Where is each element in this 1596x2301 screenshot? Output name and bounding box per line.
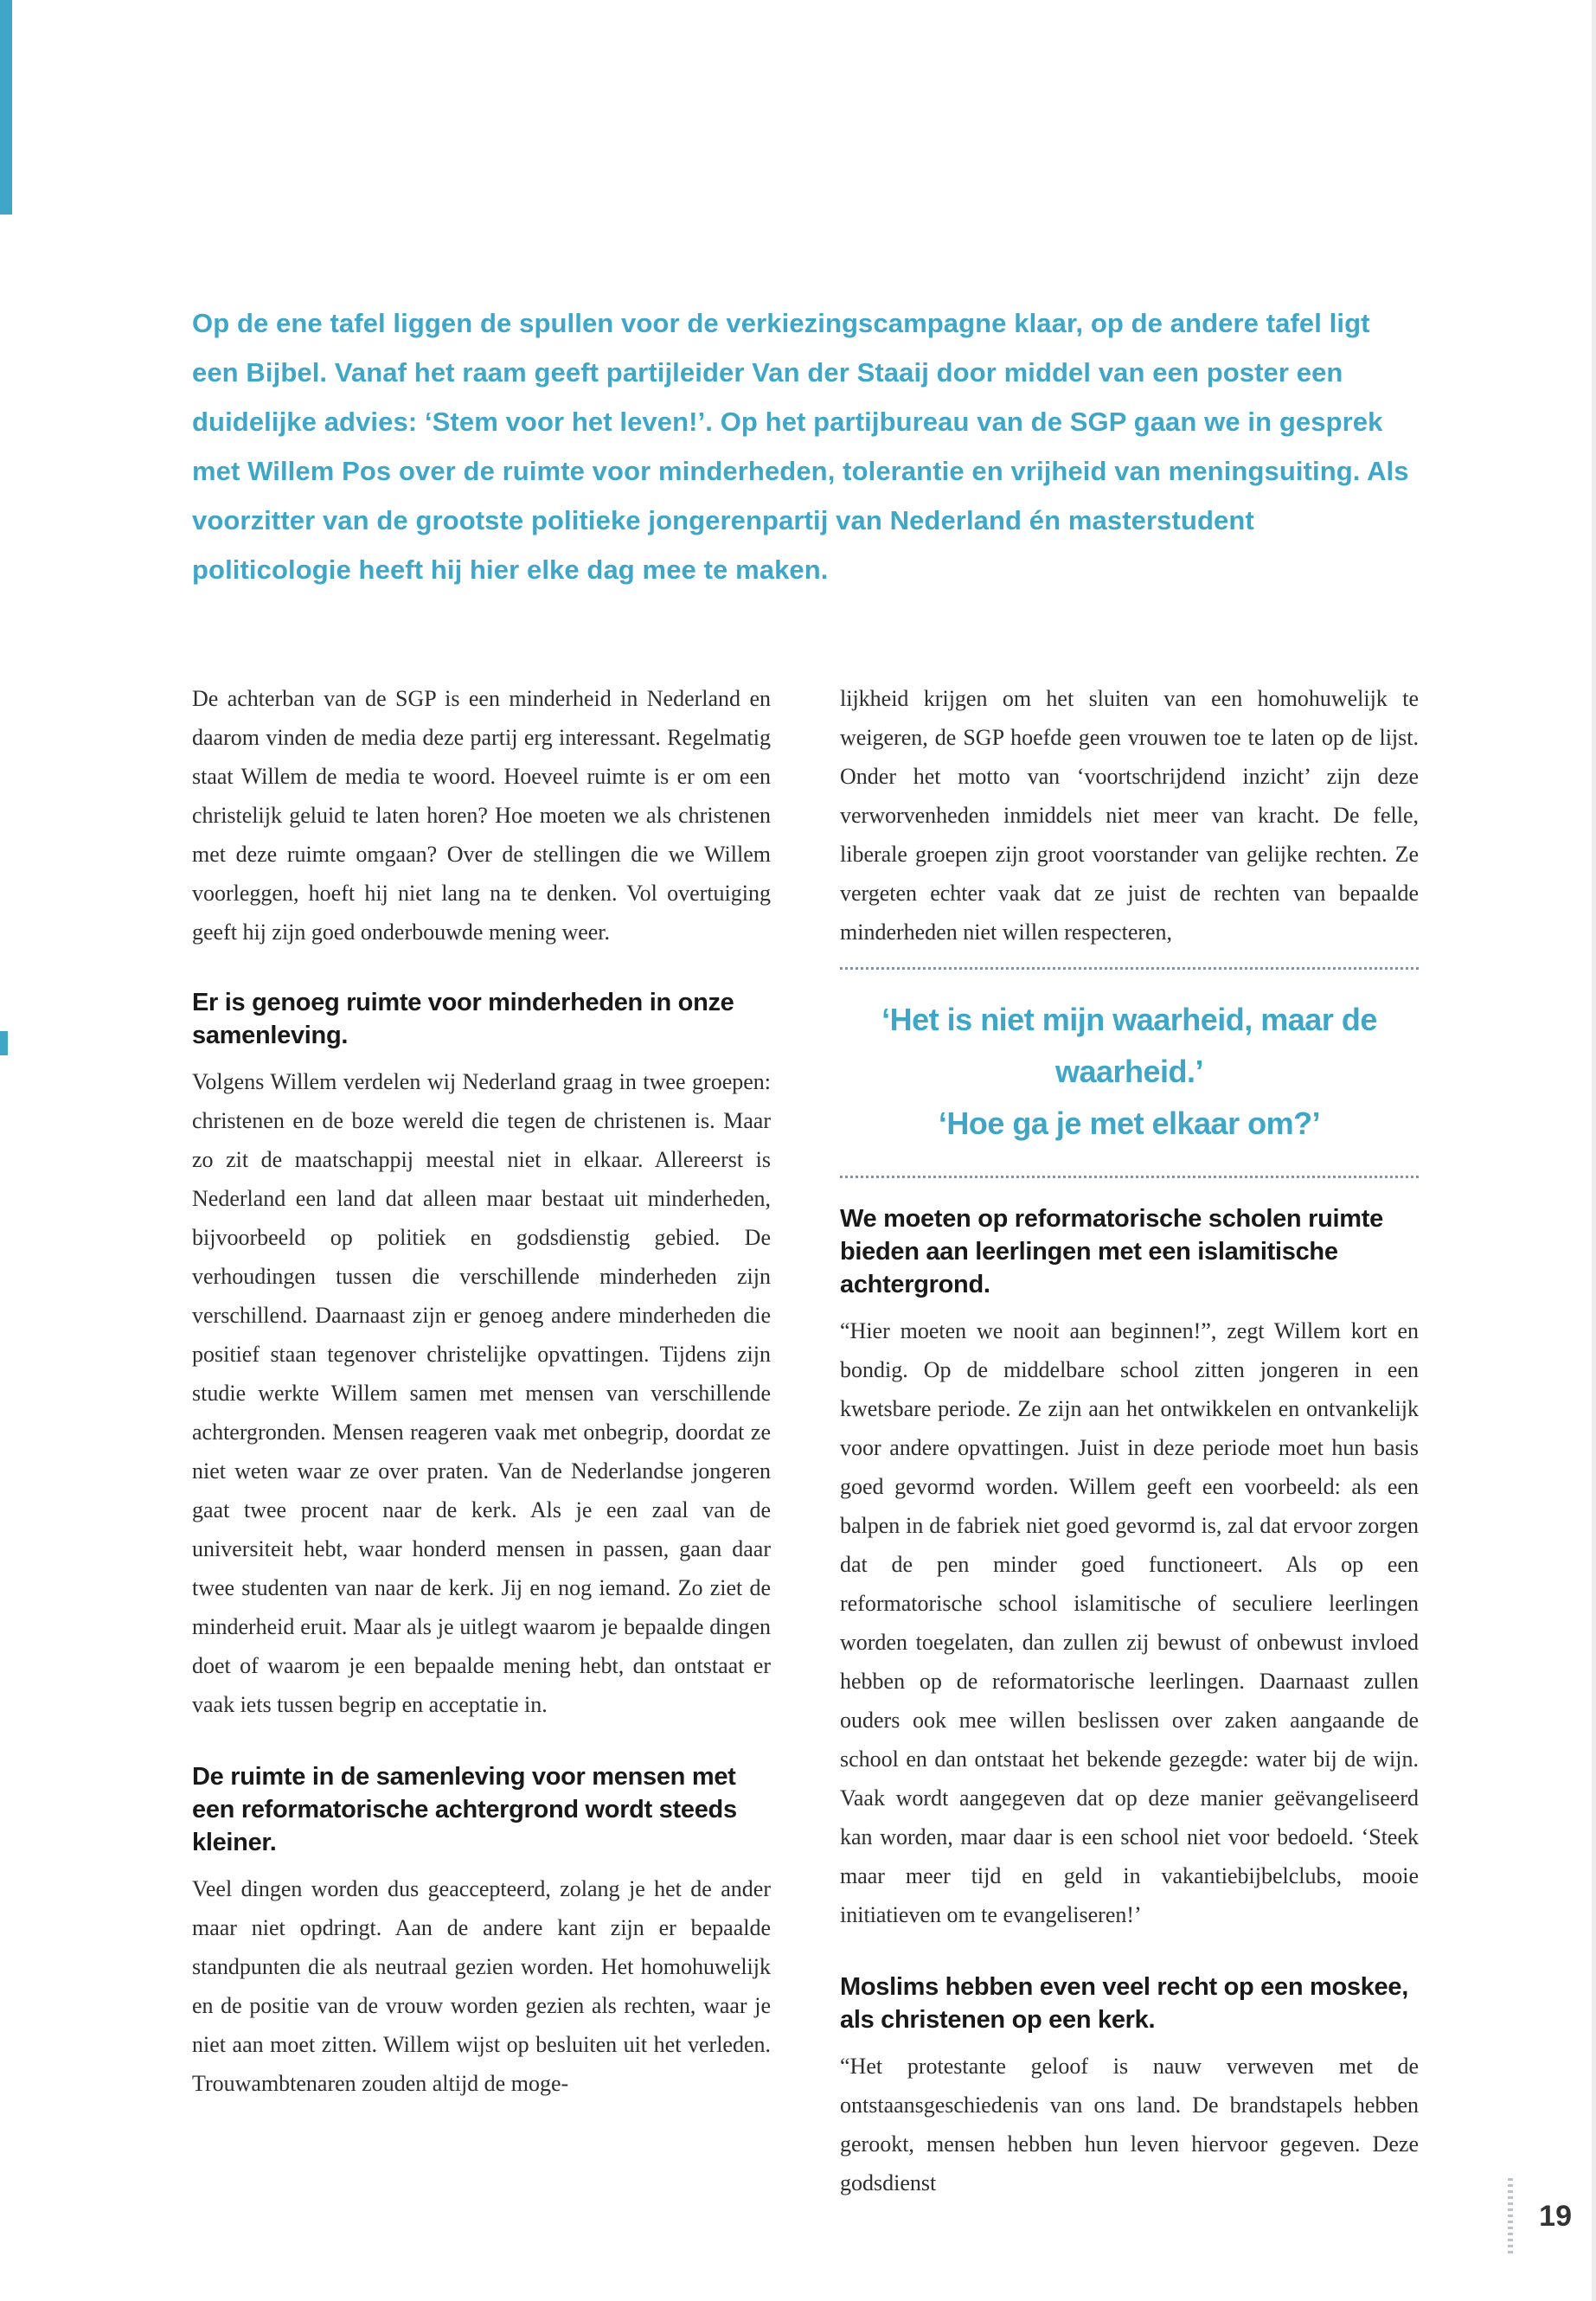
left-column (192, 679, 771, 2211)
left-edge-accent-tick (0, 1031, 8, 1055)
right-subheading-2: Moslims hebben even veel recht op een moskee, als christenen op een kerk. (840, 1973, 1408, 2034)
left-paragraph-2: Volgens Willem verdelen wij Nederland graag in twee groepen: christenen en de boze wereld die tegen de christenen is. Maar zo zit de maatschappij meestal niet in elkaar. Allereerst is Nederland een land dat alleen maar bestaat uit minderheden, bijvoorbeeld op politiek en godsdienstig gebied. De verhoudingen tussen die verschillende minderheden zijn verschillend. Daarnaast zijn er genoeg andere minderheden die positief staan tegenover christelijke opvattingen. Tijdens zijn studie werkte Willem samen met mensen van verschillende achtergronden. Mensen reageren vaak met onbegrip, doordat ze niet weten waar ze over praten. Van de Nederlandse jongeren gaat twee procent naar de kerk. Als je een zaal van de universiteit hebt, waar honderd mensen in passen, gaan daar twee studenten van naar de kerk. Jij en nog iemand. Zo ziet de minderheid eruit. Maar als je uitlegt waarom je bepaalde dingen doet of waarom je een bepaalde mening hebt, dan ontstaat er vaak iets tussen begrip en acceptatie in. (192, 1069, 771, 1717)
right-column (840, 679, 1419, 2211)
right-paragraph-3: “Het protestante geloof is nauw verweven met de ontstaansgeschiedenis van ons land. De brandstapels hebben gerookt, mensen hebben hun leven hiervoor gegeven. Deze godsdienst (840, 2054, 1419, 2195)
page-content (192, 298, 1419, 2211)
dotted-cut-marks (1508, 2178, 1513, 2254)
pull-quote-line-1: ‘Het is niet mijn waarheid, maar de waarheid.’ (881, 1002, 1377, 1089)
two-column-body (192, 679, 1419, 2211)
left-subheading-1: Er is genoeg ruimte voor minderheden in onze samenleving. (192, 989, 734, 1049)
page-right-edge (1592, 0, 1596, 2301)
left-edge-accent-bar (0, 0, 12, 215)
left-subheading-2: De ruimte in de samenleving voor mensen met een reformatorische achtergrond wordt steeds kleiner. (192, 1763, 737, 1856)
left-paragraph-3: Veel dingen worden dus geaccepteerd, zolang je het de ander maar niet opdringt. Aan de andere kant zijn er bepaalde standpunten die als neutraal gezien worden. Het homohuwelijk en de positie van de vrouw worden gezien als rechten, waar je niet aan moet zitten. Willem wijst op besluiten uit het verleden. Trouwambtenaren zouden altijd de moge- (192, 1876, 771, 2096)
left-paragraph-1: De achterban van de SGP is een minderheid in Nederland en daarom vinden de media deze partij erg interessant. Regelmatig staat Willem de media te woord. Hoeveel ruimte is er om een christelijk geluid te laten horen? Hoe moeten we als christenen met deze ruimte omgaan? Over de stellingen die we Willem voorleggen, hoeft hij niet lang na te denken. Vol overtuiging geeft hij zijn goed onderbouwde mening weer. (192, 686, 771, 945)
page-footer (1508, 2178, 1572, 2254)
pull-quote (840, 967, 1419, 1178)
right-paragraph-1: lijkheid krijgen om het sluiten van een homohuwelijk te weigeren, de SGP hoefde geen vrouwen toe te laten op de lijst. Onder het motto van ‘voortschrijdend inzicht’ zijn deze verworvenheden inmiddels niet meer van kracht. De felle, liberale groepen zijn groot voorstander van gelijke rechten. Ze vergeten echter vaak dat ze juist de rechten van bepaalde minderheden niet willen respecteren, (840, 686, 1419, 945)
intro-lead-paragraph: Op de ene tafel liggen de spullen voor de verkiezingscampagne klaar, op de andere tafel ligt een Bijbel. Vanaf het raam geeft partijleider Van der Staaij door middel van een poster een duidelijke advies: ‘Stem voor het leven!’. Op het partijbureau van de SGP gaan we in gesprek met Willem Pos over de ruimte voor minderheden, tolerantie en vrijheid van meningsuiting. Als voorzitter van de grootste politieke jongerenpartij van Nederland én masterstudent politicologie heeft hij hier elke dag mee te maken. (192, 308, 1409, 585)
pull-quote-line-2: ‘Hoe ga je met elkaar om?’ (938, 1106, 1321, 1141)
right-subheading-1: We moeten op reformatorische scholen ruimte bieden aan leerlingen met een islamitische achtergrond. (840, 1205, 1383, 1298)
right-paragraph-2: “Hier moeten we nooit aan beginnen!”, zegt Willem kort en bondig. Op de middelbare school zitten jongeren in een kwetsbare periode. Ze zijn aan het ontwikkelen en ontvankelijk voor andere opvattingen. Juist in deze periode moet hun basis goed gevormd worden. Willem geeft een voorbeeld: als een balpen in de fabriek niet goed gevormd is, zal dat ervoor zorgen dat de pen minder goed functioneert. Als op een reformatorische school islamitische of seculiere leerlingen worden toegelaten, dan zullen zij bewust of onbewust invloed hebben op de reformatorische leerlingen. Daarnaast zullen ouders ook mee willen beslissen over zaken aangaande de school en dan ontstaat het bekende gezegde: water bij de wijn. Vaak wordt aangegeven dat op deze manier geëvangeliseerd kan worden, maar daar is een school niet voor bedoeld. ‘Steek maar meer tijd en geld in vakantiebijbelclubs, mooie initiatieven om te evangeliseren!’ (840, 1318, 1419, 1927)
page-number: 19 (1539, 2199, 1572, 2233)
